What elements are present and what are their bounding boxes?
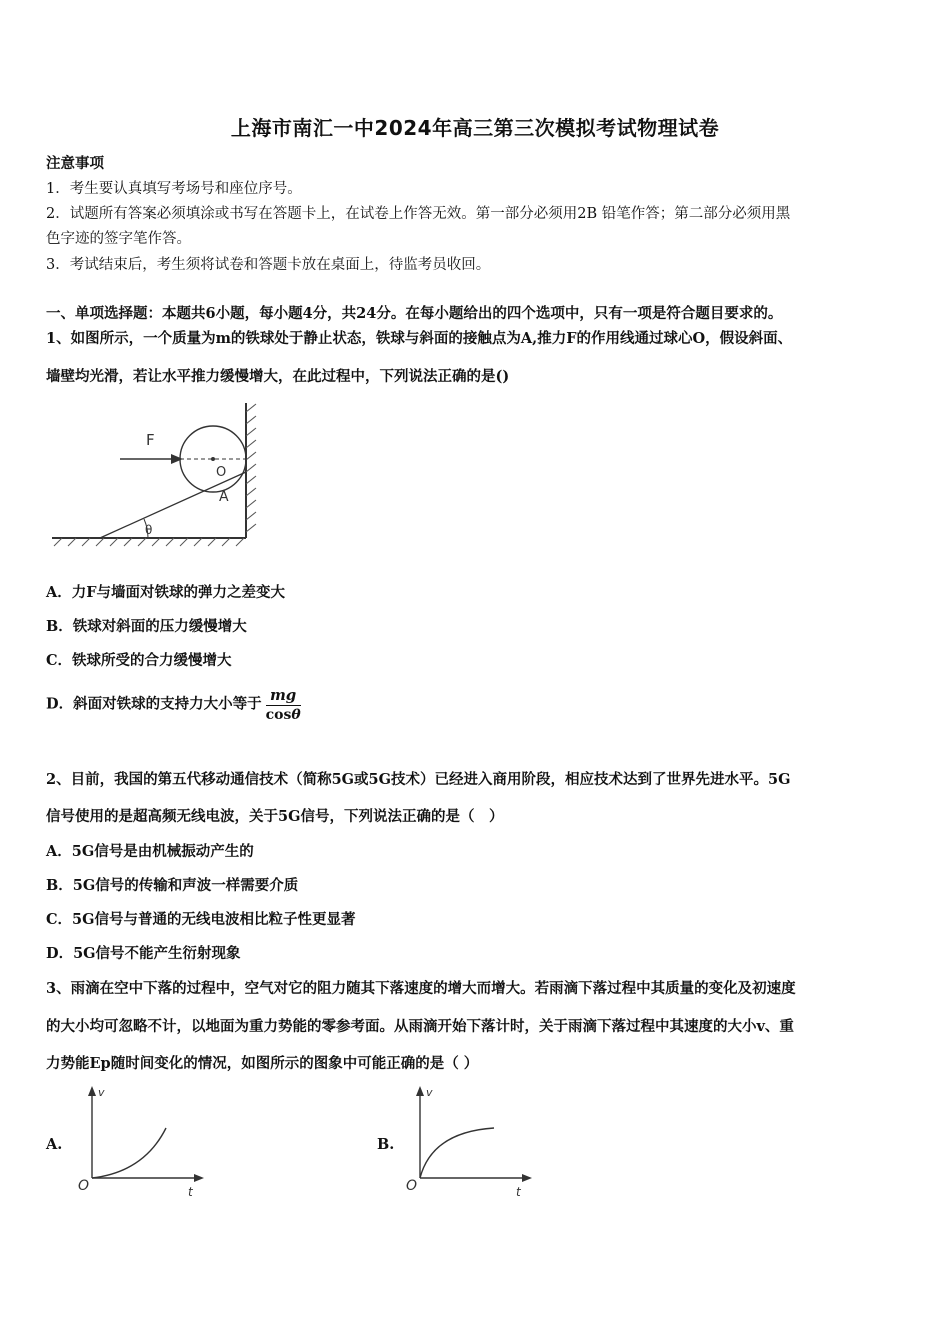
graph-b-origin: O (406, 1178, 418, 1194)
question-1-stem: 1、如图所示，一个质量为m的铁球处于静止状态，铁球与斜面的接触点为A,推力F的作用线通过球心O，假设斜面、 (46, 330, 793, 347)
option-with-fraction (46, 686, 301, 723)
graph-a-label: A. (46, 1136, 63, 1153)
fraction-numerator: mg (266, 686, 301, 706)
question-1-stem: 墙壁均光滑，若让水平推力缓慢增大，在此过程中，下列说法正确的是() (46, 368, 510, 385)
option: B．5G信号的传输和声波一样需要介质 (46, 877, 299, 894)
option: B．铁球对斜面的压力缓慢增大 (46, 618, 247, 635)
graph-a-origin: O (78, 1178, 90, 1194)
graph-b-y-label: v (426, 1086, 433, 1099)
graph-a-y-label: v (98, 1086, 105, 1099)
graph-b (402, 1082, 542, 1202)
graph-a-x-label: t (188, 1185, 193, 1199)
option: D．5G信号不能产生衍射现象 (46, 945, 241, 962)
question-2-stem: 信号使用的是超高频无线电波，关于5G信号，下列说法正确的是（ ） (46, 808, 504, 825)
option: A．力F与墙面对铁球的弹力之差变大 (46, 584, 286, 601)
graph-b-label: B. (377, 1136, 395, 1153)
option: A．5G信号是由机械振动产生的 (46, 843, 254, 860)
question-3-stem: 力势能Ep随时间变化的情况，如图所示的图象中可能正确的是（ ） (46, 1055, 479, 1072)
option: C．铁球所受的合力缓慢增大 (46, 652, 232, 669)
fraction (266, 686, 301, 723)
center-label: O (216, 465, 227, 480)
question-3-stem: 的大小均可忽略不计，以地面为重力势能的零参考面。从雨滴开始下落计时，关于雨滴下落过程中其速度的大小v、重 (46, 1018, 794, 1035)
contact-label: A (219, 489, 229, 505)
notice-heading: 注意事项 (46, 155, 104, 172)
question-2-stem: 2、目前，我国的第五代移动通信技术（简称5G或5G技术）已经进入商用阶段，相应技术达到了世界先进水平。5G (46, 771, 791, 788)
cos-text: cos (265, 707, 292, 723)
question-1-figure (50, 398, 270, 550)
section-heading: 一、单项选择题：本题共6小题，每小题4分，共24分。在每小题给出的四个选项中，只有一项是符合题目要求的。 (46, 305, 783, 322)
graph-b-x-label: t (516, 1185, 521, 1199)
notice-item: 2．试题所有答案必须填涂或书写在答题卡上，在试卷上作答无效。第一部分必须用2B 铅笔作答；第二部分必须用黑 (46, 206, 791, 222)
option: C．5G信号与普通的无线电波相比粒子性更显著 (46, 911, 356, 928)
option-label: D．斜面对铁球的支持力大小等于 (46, 695, 262, 713)
graph-a (74, 1082, 214, 1202)
angle-label: θ (145, 523, 153, 537)
question-3-stem: 3、雨滴在空中下落的过程中，空气对它的阻力随其下落速度的增大而增大。若雨滴下落过程中其质量的变化及初速度 (46, 980, 796, 997)
fraction-denominator (266, 706, 301, 723)
notice-item: 色字迹的签字笔作答。 (46, 231, 191, 247)
page-title: 上海市南汇一中2024年高三第三次模拟考试物理试卷 (230, 116, 720, 140)
theta-var: θ (291, 707, 301, 723)
notice-item: 1．考生要认真填写考场号和座位序号。 (46, 181, 302, 197)
force-label: F (146, 431, 155, 449)
notice-item: 3．考试结束后，考生须将试卷和答题卡放在桌面上，待监考员收回。 (46, 257, 491, 273)
